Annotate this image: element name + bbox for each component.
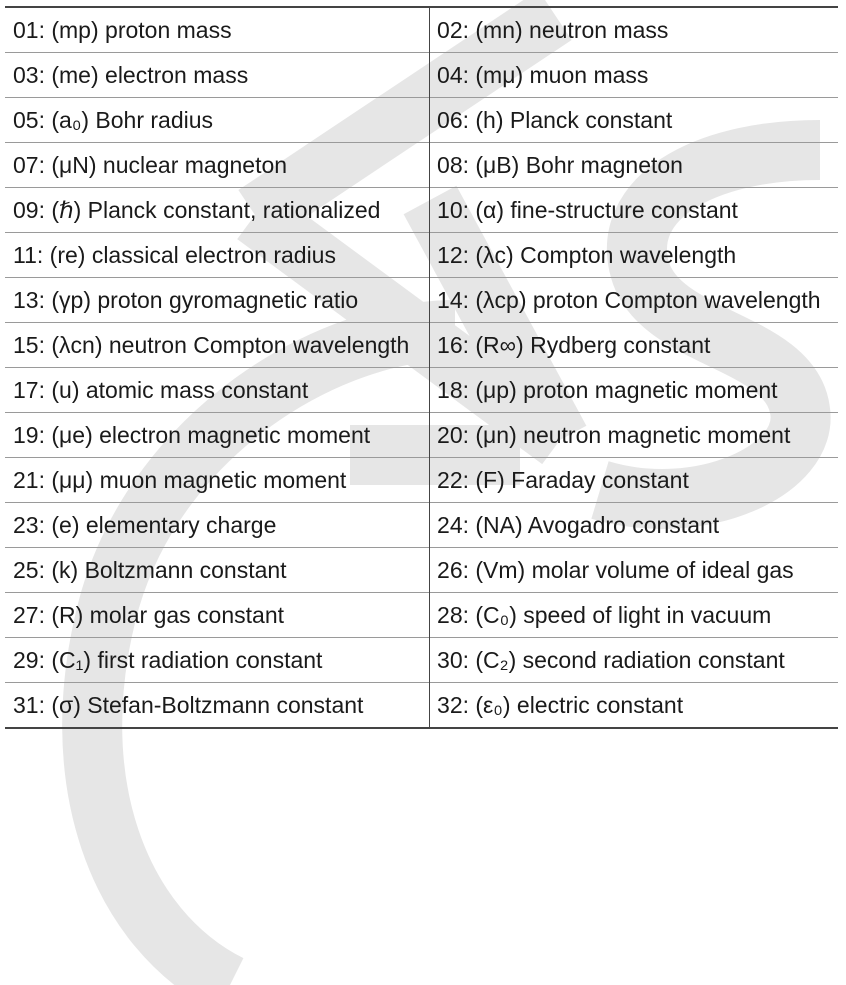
constant-entry: 22: (F) Faraday constant (437, 467, 689, 493)
constant-cell-right (430, 683, 838, 729)
constant-cell-left (5, 503, 430, 548)
constant-entry: 25: (k) Boltzmann constant (13, 557, 287, 583)
constant-cell-left (5, 323, 430, 368)
constant-entry: 09: (ℏ) Planck constant, rationalized (13, 197, 381, 223)
constant-entry: 18: (μp) proton magnetic moment (437, 377, 778, 403)
constant-cell-right (430, 458, 838, 503)
table-row (5, 683, 838, 729)
constant-entry: 20: (μn) neutron magnetic moment (437, 422, 791, 448)
constant-entry: 19: (μe) electron magnetic moment (13, 422, 371, 448)
constant-cell-right (430, 638, 838, 683)
constant-entry: 32: (ε₀) electric constant (437, 692, 684, 718)
table-row (5, 143, 838, 188)
table-row (5, 593, 838, 638)
constant-cell-right (430, 413, 838, 458)
constant-cell-left (5, 593, 430, 638)
constant-entry: 15: (λcn) neutron Compton wavelength (13, 332, 410, 358)
constant-cell-left (5, 413, 430, 458)
constant-entry: 21: (μμ) muon magnetic moment (13, 467, 347, 493)
constant-entry: 16: (R∞) Rydberg constant (437, 332, 711, 358)
constant-entry: 06: (h) Planck constant (437, 107, 673, 133)
constant-cell-right (430, 278, 838, 323)
table-row (5, 233, 838, 278)
constant-entry: 04: (mμ) muon mass (437, 62, 649, 88)
constant-cell-left (5, 368, 430, 413)
constant-cell-left (5, 458, 430, 503)
constant-entry: 29: (C₁) first radiation constant (13, 647, 323, 673)
constant-entry: 17: (u) atomic mass constant (13, 377, 309, 403)
table-row (5, 7, 838, 53)
constant-cell-right (430, 53, 838, 98)
constant-entry: 11: (re) classical electron radius (13, 242, 336, 268)
constant-entry: 28: (C₀) speed of light in vacuum (437, 602, 772, 628)
constant-cell-left (5, 143, 430, 188)
table-row (5, 413, 838, 458)
physical-constants-table (5, 6, 838, 729)
constant-cell-left (5, 98, 430, 143)
table-row (5, 278, 838, 323)
constant-cell-right (430, 188, 838, 233)
constant-cell-left (5, 278, 430, 323)
constant-entry: 24: (NA) Avogadro constant (437, 512, 720, 538)
table-row (5, 548, 838, 593)
constant-entry: 26: (Vm) molar volume of ideal gas (437, 557, 794, 583)
constant-cell-right (430, 143, 838, 188)
constant-entry: 05: (a₀) Bohr radius (13, 107, 214, 133)
constant-entry: 07: (μN) nuclear magneton (13, 152, 288, 178)
constant-cell-right (430, 323, 838, 368)
constant-entry: 14: (λcp) proton Compton wavelength (437, 287, 821, 313)
constant-cell-right (430, 7, 838, 53)
table-row (5, 638, 838, 683)
table-row (5, 458, 838, 503)
constant-cell-left (5, 53, 430, 98)
constant-entry: 03: (me) electron mass (13, 62, 249, 88)
constant-entry: 12: (λc) Compton wavelength (437, 242, 737, 268)
constant-entry: 02: (mn) neutron mass (437, 17, 669, 43)
constant-entry: 23: (e) elementary charge (13, 512, 277, 538)
constant-entry: 13: (γp) proton gyromagnetic ratio (13, 287, 359, 313)
constant-cell-right (430, 98, 838, 143)
constant-cell-right (430, 368, 838, 413)
constant-cell-left (5, 638, 430, 683)
constant-cell-left (5, 188, 430, 233)
table-row (5, 98, 838, 143)
constant-cell-right (430, 548, 838, 593)
table-row (5, 188, 838, 233)
table-row (5, 368, 838, 413)
table-row (5, 53, 838, 98)
constant-entry: 08: (μB) Bohr magneton (437, 152, 683, 178)
constant-cell-right (430, 593, 838, 638)
constant-cell-left (5, 683, 430, 729)
constant-entry: 01: (mp) proton mass (13, 17, 232, 43)
constant-entry: 30: (C₂) second radiation constant (437, 647, 785, 673)
constant-cell-left (5, 548, 430, 593)
constant-entry: 27: (R) molar gas constant (13, 602, 285, 628)
table-row (5, 323, 838, 368)
constant-cell-right (430, 233, 838, 278)
constants-table-body (5, 7, 838, 728)
table-row (5, 503, 838, 548)
constant-entry: 31: (σ) Stefan-Boltzmann constant (13, 692, 364, 718)
constant-cell-left (5, 7, 430, 53)
constant-cell-left (5, 233, 430, 278)
constant-cell-right (430, 503, 838, 548)
constant-entry: 10: (α) fine-structure constant (437, 197, 738, 223)
